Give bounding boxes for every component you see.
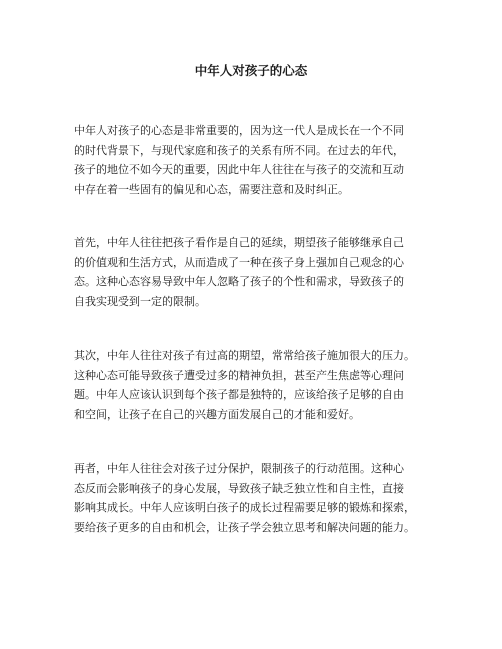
paragraph-1 [74,121,444,199]
paragraph-line: 影响其成长。中年人应该明白孩子的成长过程需要足够的锻炼和探索， [74,501,415,514]
paragraph-line: 孩子的地位不如今天的重要，因此中年人往往在与孩子的交流和互动 [74,163,404,176]
paragraph-line: 的价值观和生活方式，从而造成了一种在孩子身上强加自己观念的心 [74,255,404,269]
paragraph-line: 中年人对孩子的心态是非常重要的，因为这一代人是成长在一个不同 [74,124,404,137]
paragraph-line: 中存在着一些固有的偏见和心态，需要注意和及时纠正。 [74,182,349,196]
document-title: 中年人对孩子的心态 [194,63,308,78]
paragraph-2 [74,233,444,311]
paragraph-line: 其次，中年人往往对孩子有过高的期望，常常给孩子施加很大的压力。 [74,349,415,362]
paragraph-line: 题。中年人应该认识到每个孩子都是独特的，应该给孩子足够的自由 [74,388,404,401]
paragraph-3 [74,346,444,424]
paragraph-line: 态反而会影响孩子的身心发展，导致孩子缺乏独立性和自主性，直接 [74,481,404,495]
paragraph-line: 要给孩子更多的自由和机会，让孩子学会独立思考和解决问题的能力。 [74,520,415,534]
paragraph-line: 和空间，让孩子在自己的兴趣方面发展自己的才能和爱好。 [74,407,360,421]
paragraph-line: 的时代背景下，与现代家庭和孩子的关系有所不同。在过去的年代， [74,143,404,157]
paragraph-line: 再者，中年人往往会对孩子过分保护，限制孩子的行动范围。这种心 [74,462,404,475]
paragraph-line: 首先，中年人往往把孩子看作是自己的延续，期望孩子能够继承自己 [74,236,404,249]
paragraph-line: 态。这种心态容易导致中年人忽略了孩子的个性和需求，导致孩子的 [74,275,404,288]
paragraph-4 [74,459,444,537]
paragraph-line: 这种心态可能导致孩子遭受过多的精神负担，甚至产生焦虑等心理问 [74,368,404,382]
paragraph-line: 自我实现受到一定的限制。 [74,294,206,308]
